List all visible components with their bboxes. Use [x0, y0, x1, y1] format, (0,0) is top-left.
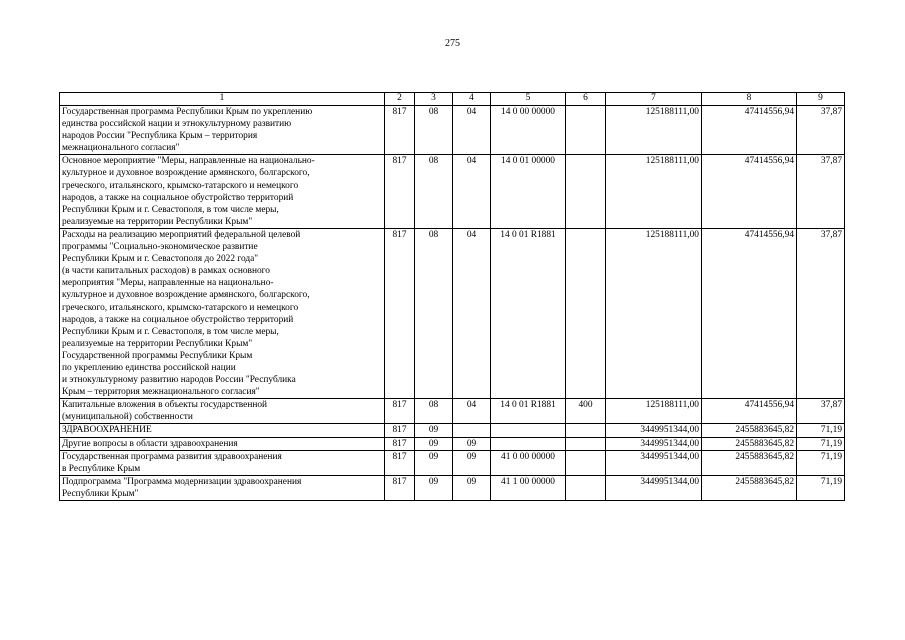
budget-table [59, 92, 845, 501]
code-admin: 817 [385, 450, 415, 475]
row-name-line: народов, а также на социальное обустройство территорий [62, 192, 294, 203]
percent-executed: 71,19 [797, 424, 845, 437]
table-row [60, 106, 845, 155]
code-target-article [491, 424, 566, 437]
row-name-line: народов России "Республика Крым – территория [62, 131, 258, 142]
table-body [60, 106, 845, 501]
code-expense-type: 400 [566, 399, 606, 424]
amount-planned: 3449951344,00 [606, 475, 702, 500]
row-name-line: программы "Социально-экономическое развитие [62, 242, 258, 253]
percent-executed: 71,19 [797, 450, 845, 475]
table-row [60, 155, 845, 229]
row-name-line: ЗДРАВООХРАНЕНИЕ [62, 425, 152, 436]
amount-executed: 2455883645,82 [702, 475, 797, 500]
row-name [60, 424, 385, 437]
code-target-article: 14 0 01 R1881 [491, 228, 566, 398]
row-name-line: по укреплению единства российской нации [62, 362, 236, 373]
code-admin: 817 [385, 106, 415, 155]
row-name-line: Республики Крым и г. Севастополя до 2022 года" [62, 254, 259, 265]
row-name [60, 155, 385, 229]
code-admin: 817 [385, 399, 415, 424]
code-expense-type [566, 155, 606, 229]
amount-executed: 2455883645,82 [702, 424, 797, 437]
header-col-3: 3 [415, 93, 453, 106]
header-col-1: 1 [60, 93, 385, 106]
table-row [60, 450, 845, 475]
row-name-line: Республики Крым и г. Севастополя, в том числе меры, [62, 326, 279, 337]
amount-planned: 125188111,00 [606, 106, 702, 155]
header-row [60, 93, 845, 106]
row-name-line: Крым – территория межнационального согласия" [62, 387, 260, 398]
code-section: 09 [415, 437, 453, 450]
amount-planned: 125188111,00 [606, 228, 702, 398]
code-subsection: 04 [453, 155, 491, 229]
row-name [60, 437, 385, 450]
amount-planned: 3449951344,00 [606, 424, 702, 437]
row-name-line: Расходы на реализацию мероприятий федеральной целевой [62, 229, 301, 240]
code-expense-type [566, 450, 606, 475]
code-section: 08 [415, 106, 453, 155]
row-name [60, 450, 385, 475]
table-row [60, 437, 845, 450]
header-col-5: 5 [491, 93, 566, 106]
table-row [60, 228, 845, 398]
row-name-line: греческого, итальянского, крымско-татарского и немецкого [62, 302, 299, 313]
header-col-8: 8 [702, 93, 797, 106]
header-col-6: 6 [566, 93, 606, 106]
row-name-line: (в части капитальных расходов) в рамках основного [62, 266, 270, 277]
code-expense-type [566, 424, 606, 437]
row-name-line: Государственная программа Республики Крым по укреплению [62, 107, 313, 117]
amount-planned: 125188111,00 [606, 155, 702, 229]
percent-executed: 37,87 [797, 106, 845, 155]
percent-executed: 71,19 [797, 437, 845, 450]
row-name [60, 399, 385, 424]
row-name [60, 106, 385, 155]
amount-executed: 47414556,94 [702, 155, 797, 229]
code-admin: 817 [385, 228, 415, 398]
row-name-line: реализуемые на территории Республики Крым" [62, 338, 253, 349]
code-target-article: 14 0 00 00000 [491, 106, 566, 155]
row-name-line: межнационального согласия" [62, 143, 180, 154]
code-expense-type [566, 475, 606, 500]
header-col-9: 9 [797, 93, 845, 106]
code-section: 08 [415, 399, 453, 424]
row-name-line: в Республике Крым [62, 463, 141, 474]
code-subsection: 09 [453, 437, 491, 450]
code-section: 09 [415, 450, 453, 475]
header-col-7: 7 [606, 93, 702, 106]
code-subsection: 04 [453, 399, 491, 424]
amount-executed: 47414556,94 [702, 399, 797, 424]
code-target-article: 14 0 01 00000 [491, 155, 566, 229]
code-admin: 817 [385, 475, 415, 500]
header-col-2: 2 [385, 93, 415, 106]
amount-planned: 125188111,00 [606, 399, 702, 424]
row-name-line: греческого, итальянского, крымско-татарского и немецкого [62, 180, 299, 191]
row-name [60, 475, 385, 500]
row-name-line: реализуемые на территории Республики Крым" [62, 216, 253, 227]
row-name-line: Государственной программы Республики Крым [62, 350, 253, 361]
percent-executed: 71,19 [797, 475, 845, 500]
row-name-line: культурное и духовное возрождение армянского, болгарского, [62, 290, 310, 301]
row-name [60, 228, 385, 398]
row-name-line: Другие вопросы в области здравоохранения [62, 438, 238, 449]
code-expense-type [566, 228, 606, 398]
page-number: 275 [445, 38, 460, 49]
amount-planned: 3449951344,00 [606, 437, 702, 450]
row-name-line: Подпрограмма "Программа модернизации здравоохранения [62, 476, 302, 487]
code-section: 08 [415, 228, 453, 398]
row-name-line: Государственная программа развития здравоохранения [62, 451, 282, 462]
row-name-line: единства российской нации и этнокультурному развитию [62, 119, 292, 130]
percent-executed: 37,87 [797, 228, 845, 398]
code-subsection: 04 [453, 106, 491, 155]
code-target-article: 14 0 01 R1881 [491, 399, 566, 424]
row-name-line: и этнокультурному развитию народов России "Республика [62, 375, 296, 386]
row-name-line: народов, а также на социальное обустройство территорий [62, 314, 294, 325]
table-row [60, 424, 845, 437]
code-subsection: 09 [453, 450, 491, 475]
code-section: 09 [415, 424, 453, 437]
row-name-line: Республики Крым" [62, 488, 139, 499]
code-section: 09 [415, 475, 453, 500]
amount-executed: 47414556,94 [702, 106, 797, 155]
percent-executed: 37,87 [797, 155, 845, 229]
amount-planned: 3449951344,00 [606, 450, 702, 475]
code-admin: 817 [385, 437, 415, 450]
code-target-article: 41 0 00 00000 [491, 450, 566, 475]
percent-executed: 37,87 [797, 399, 845, 424]
table-row [60, 399, 845, 424]
code-target-article [491, 437, 566, 450]
row-name-line: Республики Крым и г. Севастополя, в том числе меры, [62, 204, 279, 215]
amount-executed: 2455883645,82 [702, 437, 797, 450]
code-admin: 817 [385, 155, 415, 229]
header-col-4: 4 [453, 93, 491, 106]
table-row [60, 475, 845, 500]
row-name-line: культурное и духовное возрождение армянского, болгарского, [62, 168, 310, 179]
code-admin: 817 [385, 424, 415, 437]
row-name-line: (муниципальной) собственности [62, 412, 193, 423]
row-name-line: мероприятия "Меры, направленные на национально- [62, 278, 274, 289]
code-subsection: 09 [453, 475, 491, 500]
code-expense-type [566, 106, 606, 155]
amount-executed: 47414556,94 [702, 228, 797, 398]
row-name-line: Капитальные вложения в объекты государственной [62, 400, 268, 411]
amount-executed: 2455883645,82 [702, 450, 797, 475]
code-subsection: 04 [453, 228, 491, 398]
code-subsection [453, 424, 491, 437]
code-expense-type [566, 437, 606, 450]
code-target-article: 41 1 00 00000 [491, 475, 566, 500]
row-name-line: Основное мероприятие "Меры, направленные на национально- [62, 156, 315, 167]
code-section: 08 [415, 155, 453, 229]
